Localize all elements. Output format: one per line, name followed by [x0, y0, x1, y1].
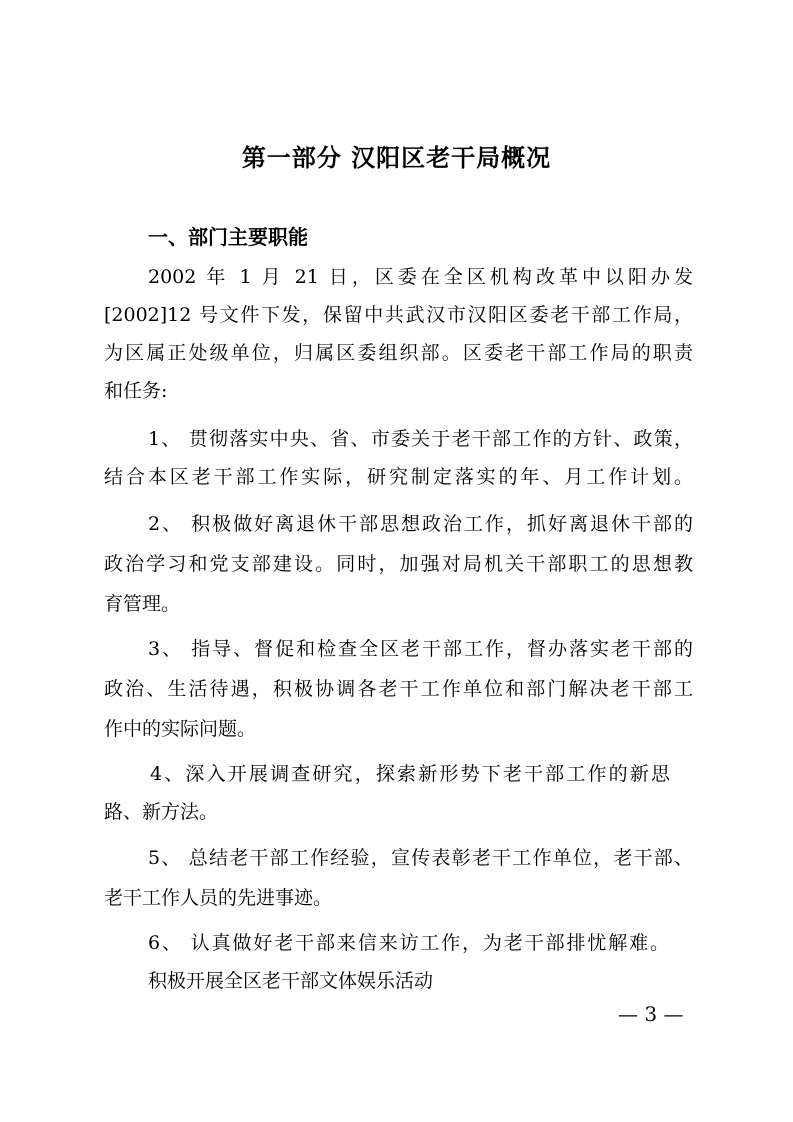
page-number: — 3 — [618, 1002, 684, 1026]
duty-4-line: 路、新方法。 [104, 801, 219, 823]
intro-line: 和任务: [104, 380, 168, 402]
duty-1-line: 结合本区老干部工作实际，研究制定落实的年、月工作计划。 [104, 466, 693, 488]
page-title: 第一部分 汉阳区老干局概况 [241, 144, 552, 172]
closing-line: 积极开展全区老干部文体娱乐活动 [148, 970, 434, 992]
duty-3-line: 3、 指导、督促和检查全区老干部工作，督办落实老干部的 [148, 638, 693, 660]
intro-line: [2002]12 号文件下发，保留中共武汉市汉阳区委老干部工作局， [104, 304, 693, 326]
duty-1-line: 1、 贯彻落实中央、省、市委关于老干部工作的方针、政策， [148, 428, 693, 450]
duty-4-line: 4、深入开展调查研究，探索新形势下老干部工作的新思 [150, 763, 670, 785]
duty-5-line: 老干工作人员的先进事迹。 [104, 887, 333, 909]
duty-2-line: 育管理。 [104, 593, 181, 615]
duty-2-line: 2、 积极做好离退休干部思想政治工作，抓好离退休干部的 [148, 513, 693, 535]
duty-5-line: 5、 总结老干部工作经验，宣传表彰老干工作单位，老干部、 [148, 847, 693, 869]
duty-3-line: 作中的实际问题。 [104, 718, 257, 740]
section-heading: 一、部门主要职能 [148, 225, 308, 249]
duty-2-line: 政治学习和党支部建设。同时，加强对局机关干部职工的思想教 [104, 553, 693, 575]
intro-line: 2002 年 1 月 21 日，区委在全区机构改革中以阳办发 [148, 266, 693, 288]
duty-3-line: 政治、生活待遇，积极协调各老干工作单位和部门解决老干部工 [104, 678, 693, 700]
intro-line: 为区属正处级单位，归属区委组织部。区委老干部工作局的职责 [104, 342, 693, 364]
duty-6-line: 6、 认真做好老干部来信来访工作，为老干部排忧解难。 [148, 932, 669, 954]
